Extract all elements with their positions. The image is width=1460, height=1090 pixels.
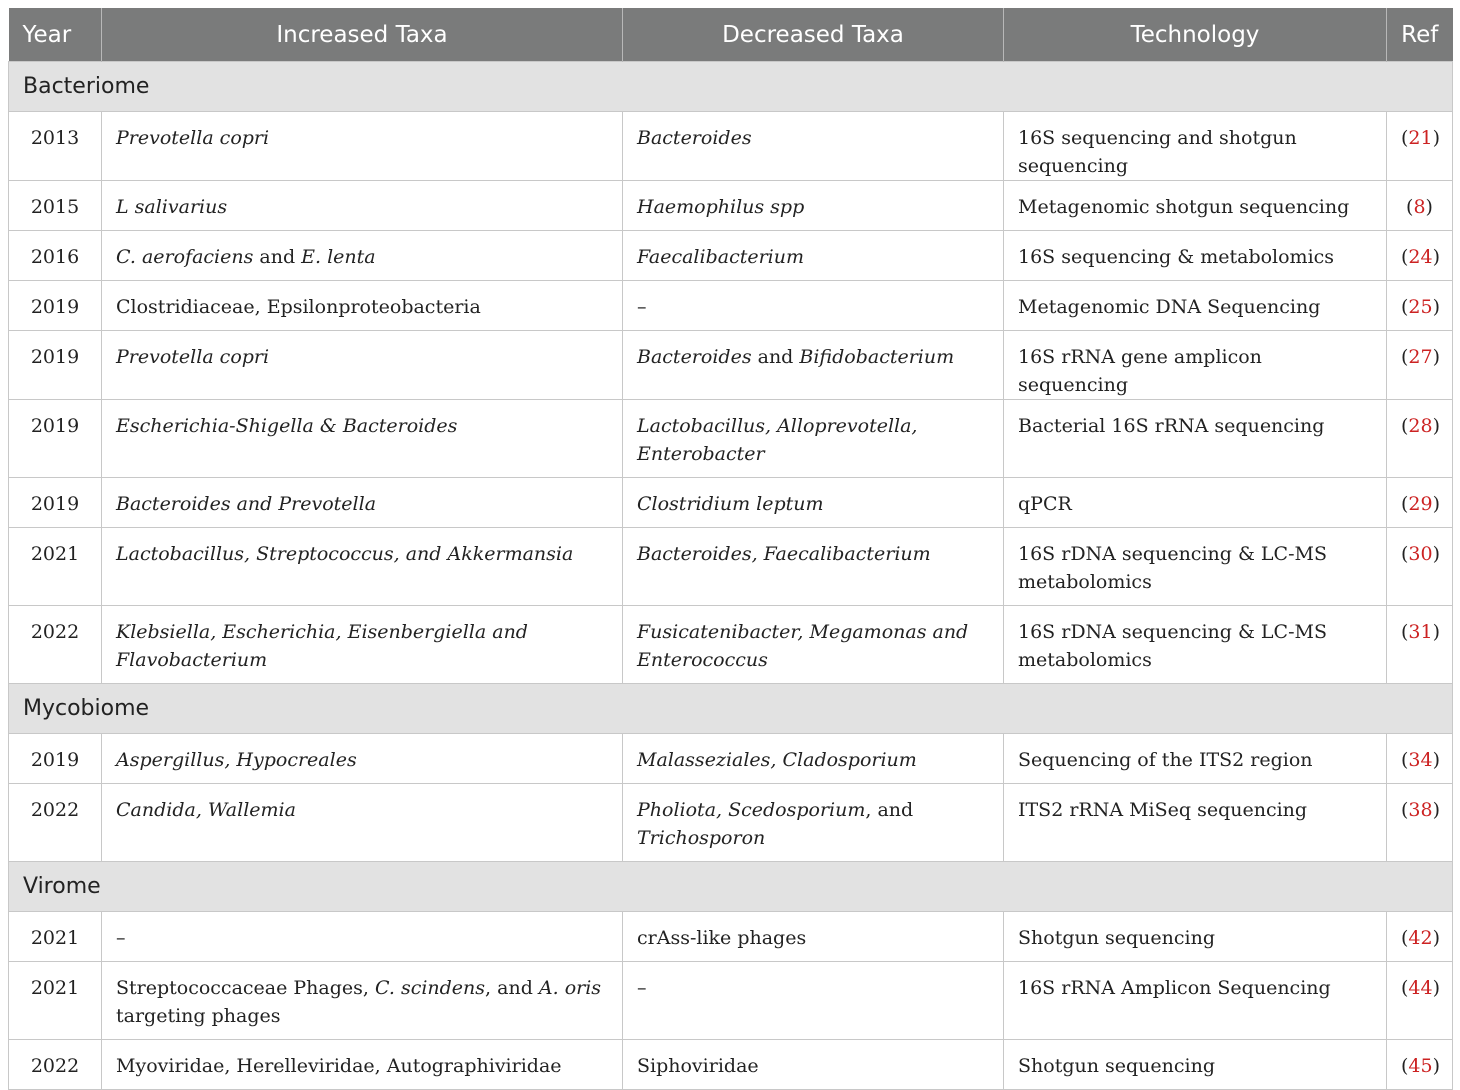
table-row: [9, 784, 1453, 862]
decreased-taxa-cell: [623, 962, 1004, 1040]
year-cell: 2019: [9, 734, 102, 784]
taxa-text: Siphoviridae: [637, 1055, 759, 1077]
table-row: [9, 1040, 1453, 1090]
taxa-text: Clostridiaceae, Epsilonproteobacteria: [116, 296, 481, 318]
ref-link[interactable]: 38: [1408, 799, 1433, 821]
ref-link[interactable]: 45: [1408, 1055, 1433, 1077]
section-title: Mycobiome: [9, 684, 1453, 734]
ref-cell: (25): [1387, 281, 1453, 331]
decreased-taxa-cell: [623, 181, 1004, 231]
header-technology: Technology: [1004, 8, 1387, 62]
ref-cell: (38): [1387, 784, 1453, 862]
section-title: Virome: [9, 862, 1453, 912]
technology-cell: Bacterial 16S rRNA sequencing: [1004, 400, 1387, 478]
table-row: [9, 734, 1453, 784]
increased-taxa-cell: [102, 281, 623, 331]
year-cell: 2021: [9, 528, 102, 606]
taxa-text: , and: [485, 977, 539, 999]
taxon-name: Faecalibacterium: [637, 246, 805, 268]
taxon-name: C. scindens: [375, 977, 486, 999]
taxa-text: targeting phages: [116, 1005, 281, 1027]
ref-link[interactable]: 31: [1408, 621, 1433, 643]
table-row: [9, 112, 1453, 181]
header-decreased-taxa: Decreased Taxa: [623, 8, 1004, 62]
technology-cell: Sequencing of the ITS2 region: [1004, 734, 1387, 784]
section-title: Bacteriome: [9, 62, 1453, 112]
taxon-name: Aspergillus, Hypocreales: [116, 749, 357, 771]
decreased-taxa-cell: [623, 734, 1004, 784]
decreased-taxa-cell: [623, 784, 1004, 862]
taxa-table: [8, 8, 1453, 1090]
ref-link[interactable]: 24: [1408, 246, 1433, 268]
increased-taxa-cell: [102, 331, 623, 400]
decreased-taxa-cell: [623, 331, 1004, 400]
taxon-name: C. aerofaciens: [116, 246, 254, 268]
taxon-name: Trichosporon: [637, 827, 766, 849]
header-row: [9, 8, 1453, 62]
decreased-taxa-cell: [623, 400, 1004, 478]
taxon-name: Fusicatenibacter, Megamonas and Enterococcus: [637, 621, 969, 671]
table-row: [9, 606, 1453, 684]
table-row: [9, 331, 1453, 400]
ref-link[interactable]: 42: [1408, 927, 1433, 949]
year-cell: 2016: [9, 231, 102, 281]
decreased-taxa-cell: [623, 231, 1004, 281]
technology-cell: 16S sequencing and shotgun sequencing: [1004, 112, 1387, 181]
table-row: [9, 231, 1453, 281]
technology-cell: 16S rDNA sequencing & LC-MS metabolomics: [1004, 528, 1387, 606]
table-row: [9, 478, 1453, 528]
technology-cell: Metagenomic shotgun sequencing: [1004, 181, 1387, 231]
technology-cell: Shotgun sequencing: [1004, 1040, 1387, 1090]
ref-link[interactable]: 29: [1408, 493, 1433, 515]
ref-cell: (21): [1387, 112, 1453, 181]
increased-taxa-cell: [102, 231, 623, 281]
taxon-name: Bacteroides, Faecalibacterium: [637, 543, 931, 565]
taxon-name: E. lenta: [301, 246, 376, 268]
technology-cell: 16S sequencing & metabolomics: [1004, 231, 1387, 281]
technology-cell: Shotgun sequencing: [1004, 912, 1387, 962]
ref-cell: (29): [1387, 478, 1453, 528]
taxon-name: Bifidobacterium: [799, 346, 955, 368]
year-cell: 2015: [9, 181, 102, 231]
year-cell: 2019: [9, 281, 102, 331]
increased-taxa-cell: [102, 1040, 623, 1090]
ref-link[interactable]: 44: [1408, 977, 1433, 999]
technology-cell: 16S rDNA sequencing & LC-MS metabolomics: [1004, 606, 1387, 684]
taxon-name: Escherichia-Shigella & Bacteroides: [116, 415, 458, 437]
decreased-taxa-cell: [623, 478, 1004, 528]
increased-taxa-cell: [102, 112, 623, 181]
decreased-taxa-cell: [623, 112, 1004, 181]
header-increased-taxa: Increased Taxa: [102, 8, 623, 62]
year-cell: 2019: [9, 478, 102, 528]
table-row: [9, 528, 1453, 606]
header-ref: Ref: [1387, 8, 1453, 62]
taxon-name: Pholiota, Scedosporium: [637, 799, 866, 821]
table-row: [9, 400, 1453, 478]
taxa-text: Streptococcaceae Phages,: [116, 977, 375, 999]
taxa-text: –: [637, 977, 647, 999]
table-row: [9, 962, 1453, 1040]
table-row: [9, 281, 1453, 331]
increased-taxa-cell: [102, 962, 623, 1040]
decreased-taxa-cell: [623, 281, 1004, 331]
ref-cell: (44): [1387, 962, 1453, 1040]
increased-taxa-cell: [102, 528, 623, 606]
decreased-taxa-cell: [623, 1040, 1004, 1090]
taxa-text: and: [253, 246, 302, 268]
header-year: Year: [9, 8, 102, 62]
decreased-taxa-cell: [623, 912, 1004, 962]
section-row: [9, 684, 1453, 734]
ref-cell: (8): [1387, 181, 1453, 231]
taxon-name: Malasseziales, Cladosporium: [637, 749, 917, 771]
taxa-text: –: [116, 927, 126, 949]
year-cell: 2022: [9, 606, 102, 684]
ref-link[interactable]: 8: [1413, 196, 1426, 218]
technology-cell: qPCR: [1004, 478, 1387, 528]
ref-link[interactable]: 30: [1408, 543, 1433, 565]
table-row: [9, 181, 1453, 231]
increased-taxa-cell: [102, 478, 623, 528]
section-row: [9, 862, 1453, 912]
ref-cell: (31): [1387, 606, 1453, 684]
taxon-name: Lactobacillus, Streptococcus, and Akkermansia: [116, 543, 574, 565]
year-cell: 2019: [9, 331, 102, 400]
ref-cell: (30): [1387, 528, 1453, 606]
year-cell: 2021: [9, 962, 102, 1040]
ref-link[interactable]: 28: [1408, 415, 1433, 437]
increased-taxa-cell: [102, 734, 623, 784]
taxon-name: Prevotella copri: [116, 127, 270, 149]
ref-cell: (24): [1387, 231, 1453, 281]
taxa-text: , and: [865, 799, 914, 821]
taxon-name: Bacteroides: [637, 127, 752, 149]
taxon-name: Klebsiella, Escherichia, Eisenbergiella and Flavobacterium: [116, 621, 528, 671]
taxa-text: Myoviridae, Herelleviridae, Autographiviridae: [116, 1055, 562, 1077]
ref-link[interactable]: 21: [1408, 127, 1433, 149]
increased-taxa-cell: [102, 606, 623, 684]
technology-cell: Metagenomic DNA Sequencing: [1004, 281, 1387, 331]
ref-cell: (45): [1387, 1040, 1453, 1090]
taxon-name: Bacteroides and Prevotella: [116, 493, 377, 515]
taxon-name: A. oris: [538, 977, 602, 999]
taxon-name: Clostridium leptum: [637, 493, 824, 515]
technology-cell: 16S rRNA gene amplicon sequencing: [1004, 331, 1387, 400]
ref-cell: (28): [1387, 400, 1453, 478]
table-row: [9, 912, 1453, 962]
taxon-name: Bacteroides: [637, 346, 752, 368]
year-cell: 2022: [9, 1040, 102, 1090]
ref-cell: (34): [1387, 734, 1453, 784]
taxa-text: –: [637, 296, 647, 318]
ref-link[interactable]: 34: [1408, 749, 1433, 771]
increased-taxa-cell: [102, 912, 623, 962]
technology-cell: 16S rRNA Amplicon Sequencing: [1004, 962, 1387, 1040]
taxa-text: crAss-like phages: [637, 927, 807, 949]
year-cell: 2022: [9, 784, 102, 862]
ref-link[interactable]: 25: [1408, 296, 1433, 318]
taxon-name: Candida, Wallemia: [116, 799, 296, 821]
taxon-name: Prevotella copri: [116, 346, 270, 368]
decreased-taxa-cell: [623, 606, 1004, 684]
ref-cell: (27): [1387, 331, 1453, 400]
increased-taxa-cell: [102, 784, 623, 862]
increased-taxa-cell: [102, 181, 623, 231]
year-cell: 2013: [9, 112, 102, 181]
taxa-text: and: [751, 346, 800, 368]
technology-cell: ITS2 rRNA MiSeq sequencing: [1004, 784, 1387, 862]
taxon-name: Haemophilus spp: [637, 196, 805, 218]
taxon-name: Lactobacillus, Alloprevotella, Enterobacter: [637, 415, 918, 465]
year-cell: 2019: [9, 400, 102, 478]
ref-cell: (42): [1387, 912, 1453, 962]
taxon-name: L salivarius: [116, 196, 228, 218]
decreased-taxa-cell: [623, 528, 1004, 606]
increased-taxa-cell: [102, 400, 623, 478]
section-row: [9, 62, 1453, 112]
ref-link[interactable]: 27: [1408, 346, 1433, 368]
year-cell: 2021: [9, 912, 102, 962]
